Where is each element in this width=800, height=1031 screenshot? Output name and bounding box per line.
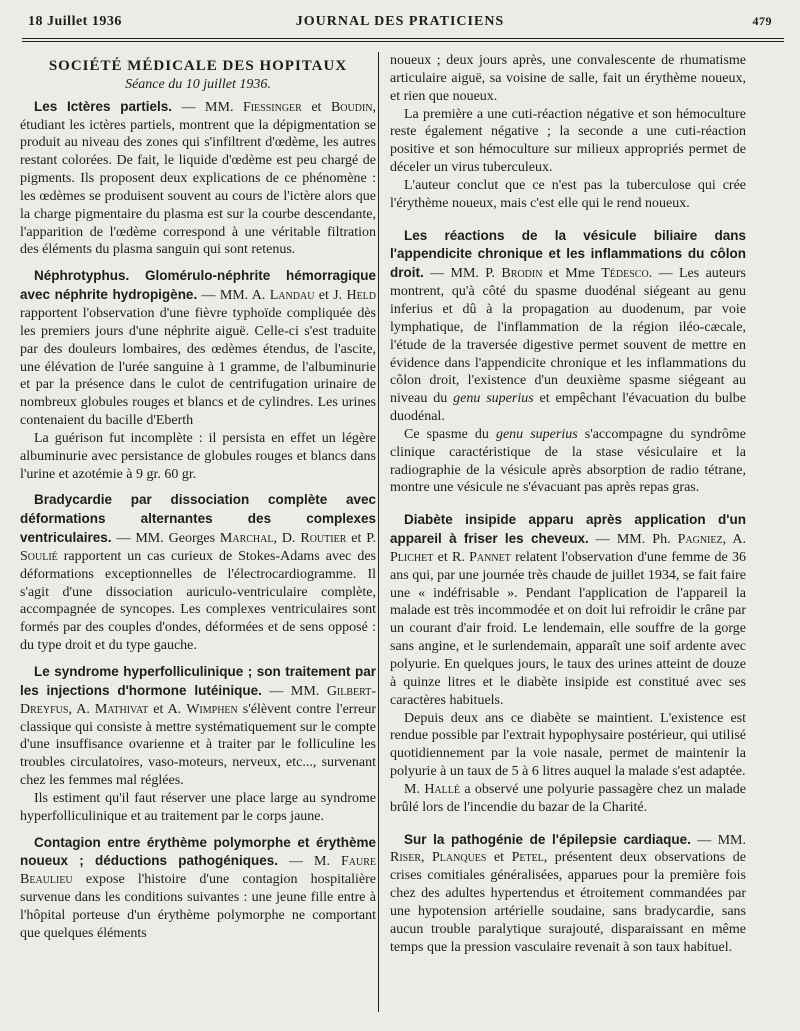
left-column [20,52,376,943]
author: Planques [432,850,487,866]
article-hyperfolliculinique: Le syndrome hyperfolliculinique ; son traitement par les injections d'hormone lutéinique. — MM. Gilbert-Dreyfus, A. Mathivat et A. Wimphen s'élèvent contre l'erreur classique qui consiste à mettre systématiquement sur le compte d'une insuffisance ovarienne et à traiter par le folliculine les troubles circulatoires, vaso-moteurs, nerveux, etc..., survenant chez les femmes mal réglées. [20,664,376,789]
issue-date: 18 Juillet 1936 [28,14,122,29]
header-rule-thin [22,41,784,42]
paragraph: L'auteur conclut que ce n'est pas la tuberculose qui crée l'érythème noueux, mais c'est elle qui le rend noueux. [390,177,746,211]
author: Petel [511,850,544,866]
page-number: 479 [752,14,772,28]
article-nephrotyphus: Néphrotyphus. Glomérulo-néphrite hémorragique avec néphrite hydropigène. — MM. A. Landau et J. Held rapportent l'observation d'une fièvre typhoïde compliquée dès les premiers jours d'une néphrite aiguë. Celle-ci s'est traduite par des douleurs lombaires, des œdèmes étendus, de l'ascite, une élévation de l'urée sanguine à 1 gramme, de l'albuminurie et par la présence dans le culot de centrifugation urinaire de nombreux globules rouges et blancs et de cylindres. Les urines contenaient du bacille d'Eberth [20,268,377,429]
paragraph: M. Hallé a observé une polyurie passagère chez un malade brûlé lors de l'incendie du bazar de la Charité. [390,781,746,815]
author: Pannet [469,549,511,565]
author: Wimphen [186,701,238,717]
paragraph: Ce spasme du genu superius s'accompagne du syndrôme clinique caractéristique de la stase vésiculaire et la radiographie de la vésicule après absorption de radio tétrane, montre une vésicule ne s'évacuant pas après repas gras. [390,426,747,496]
article-title: Contagion entre érythème polymorphe et érythème noueux ; déductions pathogéniques. [20,834,376,869]
article-title: Sur la pathogénie de l'épilepsie cardiaque. [404,831,691,847]
section-subtitle: Séance du 10 juillet 1936. [125,76,271,92]
article-title: Bradycardie par dissociation complète avec déformations alternantes des complexes ventriculaires. [20,492,376,546]
author: Landau [269,288,315,304]
author: Marchal [219,531,274,547]
author: Soulié [20,548,58,564]
author: Fiessinger [242,99,302,115]
article-title: Diabète insipide apparu après application d'un appareil à friser les cheveux. [390,512,746,547]
author: Mathivat [94,701,149,717]
paragraph: noueux ; deux jours après, une convalescente de rhumatisme articulaire aiguë, sa voisine de salle, fait un érythème noueux, et rien que noueux. [390,53,746,104]
paragraph: La guérison fut incomplète : il persista en effet un légère albuminurie avec persistance de globules rouges et blancs dans l'urine et azotémie à 9 gr. 60 gr. [20,430,376,482]
author: Tédesco [601,266,649,282]
right-column [390,52,746,957]
section-title: SOCIÉTÉ MÉDICALE DES HOPITAUX [48,58,348,74]
article-contagion: Contagion entre érythème polymorphe et érythème noueux ; déductions pathogéniques. — M. Faure Beaulieu expose l'histoire d'une contagion hospitalière survenue dans les conditions suivantes : une jeune fille entre à l'hôpital porteuse d'un érythème polymorphe ne comportant que quelques éléments [20,834,376,941]
running-header [28,14,772,36]
article-title: Le syndrome hyperfolliculinique ; son traitement par les injections d'hormone lutéinique. [20,664,376,698]
author: Faure Beaulieu [20,854,376,888]
author: Plichet [390,549,434,565]
paragraph: Ils estiment qu'il faut réserver une place large au syndrome hyperfolliculinique et au traitement par le corps jaune. [20,790,376,824]
article-title: Néphrotyphus. Glomérulo-néphrite hémorragique avec néphrite hydropigène. [20,268,376,303]
article-title: Les Ictères partiels. [34,98,173,114]
article-epilepsie: Sur la pathogénie de l'épilepsie cardiaque. — MM. Riser, Planques et Petel, présentent deux observations de crises comitiales généralisées, apparues pour la première fois chez des adultes hypertendus et étroitement commandées par une hypotension artérielle soudaine, sans bradycardie, sans aucun trouble paralytique surajouté, disparaissant en même temps que la pression vasculaire revenait à son taux habituel. [390,831,746,955]
paragraph: Depuis deux ans ce diabète se maintient. L'existence est rendue possible par l'extrait hypophysaire postérieur, qui utilisé quotidiennement par la voie nasale, permet de maintenir la polyurie à un taux de 5 à 6 litres auquel la malade s'est adaptée. [390,710,746,780]
author: Riser [390,850,422,866]
author: Pagniez [677,532,723,548]
author: Routier [300,531,347,547]
column-divider [378,52,379,1012]
article-title: Les réactions de la vésicule biliaire dans l'appendicite chronique et les inflammations du côlon droit. [390,227,746,281]
author: Hallé [424,781,460,797]
author: Boudin [330,99,373,115]
paragraph: La première a une cuti-réaction négative et son hémoculture reste également négative ; la seconde a une cuti-réaction positive et son hémoculture sur milieux appropriés permet de déceler un virus tuberculeux. [390,106,746,176]
author: Brodin [501,266,543,282]
journal-title: JOURNAL DES PRATICIENS [295,14,505,29]
article-bradycardie: Bradycardie par dissociation complète avec déformations alternantes des complexes ventriculaires. — MM. Georges Marchal, D. Routier et P. Soulié rapportent un cas curieux de Stokes-Adams avec des déformations exceptionnelles de l'électrocardiogramme. Il s'agit d'une dissociation auriculo-ventriculaire complète, accompagnée de syncopes. Les complexes ventriculaires sont formés par des couples d'ondes, déformées et de sens opposé : du type droit et du type gauche. [20,492,376,654]
author: Gilbert-Dreyfus [20,683,376,717]
article-vesicule: Les réactions de la vésicule biliaire dans l'appendicite chronique et les inflammations du côlon droit. — MM. P. Brodin et Mme Tédesco. — Les auteurs montrent, qu'à côté du spasme duodénal siégeant au genu inferius et dû à la propagation au duodenum, par voie lymphatique, de l'inflammation de la région iléo-cæcale, l'étude de la traversée digestive permet souvent de mettre en évidence dans l'appendicite chronique et les inflammations du côlon droit, l'existence d'un deuxième spasme siégeant au niveau du genu superius et empêchant l'évacuation du bulbe duodénal. [390,227,747,425]
article-ictere: Les Ictères partiels. — MM. Fiessinger et Boudin, étudiant les ictères partiels, montrent que la dépigmentation se produit au niveau des zones qui s'infiltrent d'œdème, les autres restant colorées. De fait, le liquide d'œdème est peu chargé de pigments. Ils proposent deux explications de ce phénomène : les œdèmes se produisent souvent au cours de l'ictère alors que la charge pigmentaire du plasma est sur la courbe descendante, l'apparition de l'œdème correspond à une véritable filtration des éléments du plasma sanguin qui sont retenus. [20,98,376,258]
author: Held [346,288,377,304]
article-diabete: Diabète insipide apparu après application d'un appareil à friser les cheveux. — MM. Ph. Pagniez, A. Plichet et R. Pannet relatent l'observation d'une femme de 36 ans qui, par une journée très chaude de juillet 1934, se fait faire une « indéfrisable ». Pendant l'application de l'appareil la malade est très incommodée et on doit lui refroidir le crâne par un courant d'air froid. Le lendemain, elle souffre de la gorge sans angine, et le surlendemain, apparaît une soif ardente avec polyurie. En quelques jours, le taux des urines atteint de douze à quinze litres et le diabète insipide est constitué avec ses caractères habituels. [390,512,746,708]
header-rule [22,38,784,39]
